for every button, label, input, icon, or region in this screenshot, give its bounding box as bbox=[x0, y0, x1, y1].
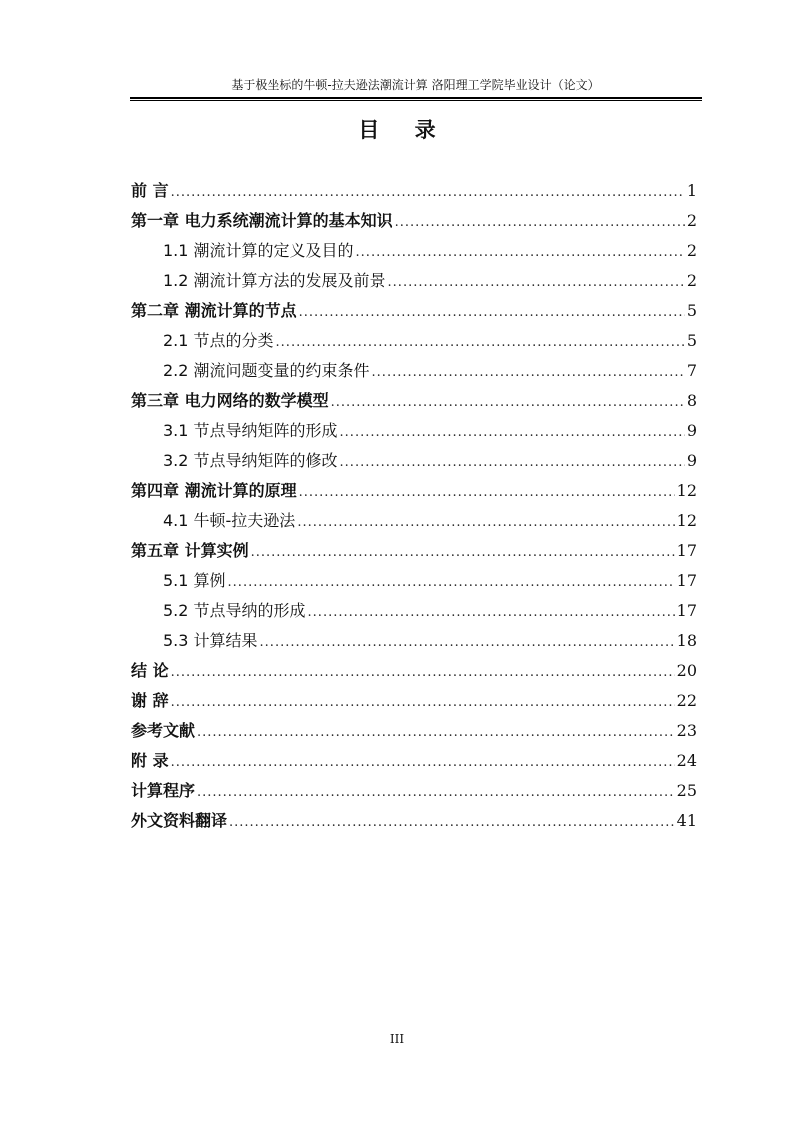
toc-entry[interactable] bbox=[131, 386, 697, 416]
toc-entry[interactable] bbox=[131, 446, 697, 476]
toc-entry[interactable] bbox=[131, 206, 697, 236]
toc-entry-page: 22 bbox=[676, 691, 697, 710]
toc-entry[interactable] bbox=[131, 536, 697, 566]
dot-leader bbox=[260, 628, 675, 658]
toc-entry[interactable] bbox=[131, 296, 697, 326]
toc-entry[interactable] bbox=[131, 806, 697, 836]
toc-entry-label: 计算程序 bbox=[131, 781, 196, 800]
toc-entry-page: 2 bbox=[686, 211, 697, 230]
toc-entry-label: 1.2 潮流计算方法的发展及前景 bbox=[163, 271, 386, 290]
dot-leader bbox=[340, 418, 685, 448]
toc-entry-page: 2 bbox=[686, 241, 697, 260]
toc-entry-label: 前 言 bbox=[131, 181, 169, 200]
toc-entry-label: 1.1 潮流计算的定义及目的 bbox=[163, 241, 354, 260]
toc-entry-label: 附 录 bbox=[131, 751, 169, 770]
toc-entry[interactable] bbox=[131, 686, 697, 716]
toc-entry[interactable] bbox=[131, 656, 697, 686]
toc-entry[interactable] bbox=[131, 746, 697, 776]
dot-leader bbox=[299, 478, 675, 508]
toc-entry-page: 9 bbox=[686, 421, 697, 440]
dot-leader bbox=[197, 778, 675, 808]
toc-entry-page: 17 bbox=[676, 541, 697, 560]
dot-leader bbox=[171, 688, 675, 718]
table-of-contents bbox=[131, 176, 697, 836]
toc-entry-label: 5.3 计算结果 bbox=[163, 631, 258, 650]
toc-title: 目 录 bbox=[358, 118, 450, 142]
dot-leader bbox=[251, 538, 675, 568]
header-rule bbox=[130, 97, 702, 99]
dot-leader bbox=[171, 748, 675, 778]
toc-entry[interactable] bbox=[131, 716, 697, 746]
dot-leader bbox=[276, 328, 685, 358]
toc-entry-page: 2 bbox=[686, 271, 697, 290]
toc-entry-page: 18 bbox=[676, 631, 697, 650]
toc-entry[interactable] bbox=[131, 566, 697, 596]
toc-entry-page: 9 bbox=[686, 451, 697, 470]
toc-entry-label: 第三章 电力网络的数学模型 bbox=[131, 391, 329, 410]
toc-entry-label: 5.2 节点导纳的形成 bbox=[163, 601, 306, 620]
toc-entry-label: 第五章 计算实例 bbox=[131, 541, 249, 560]
dot-leader bbox=[308, 598, 675, 628]
toc-entry[interactable] bbox=[131, 266, 697, 296]
toc-entry[interactable] bbox=[131, 596, 697, 626]
toc-entry-page: 24 bbox=[676, 751, 697, 770]
dot-leader bbox=[228, 568, 675, 598]
toc-entry-label: 第一章 电力系统潮流计算的基本知识 bbox=[131, 211, 393, 230]
dot-leader bbox=[171, 658, 675, 688]
toc-entry-page: 41 bbox=[676, 811, 697, 830]
toc-entry-page: 12 bbox=[676, 511, 697, 530]
header-rule-thin bbox=[130, 100, 702, 101]
toc-entry-label: 2.1 节点的分类 bbox=[163, 331, 274, 350]
toc-entry[interactable] bbox=[131, 626, 697, 656]
toc-entry-label: 2.2 潮流问题变量的约束条件 bbox=[163, 361, 370, 380]
toc-entry-label: 3.2 节点导纳矩阵的修改 bbox=[163, 451, 338, 470]
toc-entry-label: 3.1 节点导纳矩阵的形成 bbox=[163, 421, 338, 440]
dot-leader bbox=[171, 178, 685, 208]
toc-entry-page: 7 bbox=[686, 361, 697, 380]
dot-leader bbox=[372, 358, 685, 388]
dot-leader bbox=[395, 208, 685, 238]
toc-entry[interactable] bbox=[131, 506, 697, 536]
page-number: III bbox=[389, 1032, 405, 1046]
toc-entry-page: 1 bbox=[686, 181, 697, 200]
toc-entry-page: 20 bbox=[676, 661, 697, 680]
toc-entry[interactable] bbox=[131, 476, 697, 506]
toc-entry[interactable] bbox=[131, 356, 697, 386]
dot-leader bbox=[388, 268, 685, 298]
toc-entry-label: 参考文献 bbox=[131, 721, 196, 740]
toc-entry-label: 谢 辞 bbox=[131, 691, 169, 710]
toc-entry-page: 5 bbox=[686, 301, 697, 320]
toc-entry-page: 23 bbox=[676, 721, 697, 740]
toc-entry-page: 5 bbox=[686, 331, 697, 350]
toc-entry[interactable] bbox=[131, 176, 697, 206]
toc-entry-label: 外文资料翻译 bbox=[131, 811, 228, 830]
toc-entry[interactable] bbox=[131, 416, 697, 446]
toc-entry-label: 第四章 潮流计算的原理 bbox=[131, 481, 297, 500]
toc-entry[interactable] bbox=[131, 326, 697, 356]
toc-entry-page: 12 bbox=[676, 481, 697, 500]
dot-leader bbox=[297, 508, 674, 538]
toc-entry-label: 5.1 算例 bbox=[163, 571, 226, 590]
toc-entry-page: 17 bbox=[676, 571, 697, 590]
dot-leader bbox=[340, 448, 685, 478]
dot-leader bbox=[299, 298, 685, 328]
toc-entry-page: 17 bbox=[676, 601, 697, 620]
running-header: 基于极坐标的牛顿-拉夫逊法潮流计算 洛阳理工学院毕业设计（论文） bbox=[231, 78, 600, 92]
toc-entry-page: 25 bbox=[676, 781, 697, 800]
toc-entry-page: 8 bbox=[686, 391, 697, 410]
dot-leader bbox=[229, 808, 675, 838]
toc-entry-label: 结 论 bbox=[131, 661, 169, 680]
toc-entry[interactable] bbox=[131, 776, 697, 806]
dot-leader bbox=[197, 718, 675, 748]
dot-leader bbox=[356, 238, 685, 268]
dot-leader bbox=[331, 388, 685, 418]
toc-entry-label: 4.1 牛顿-拉夫逊法 bbox=[163, 511, 296, 530]
toc-entry[interactable] bbox=[131, 236, 697, 266]
toc-entry-label: 第二章 潮流计算的节点 bbox=[131, 301, 297, 320]
